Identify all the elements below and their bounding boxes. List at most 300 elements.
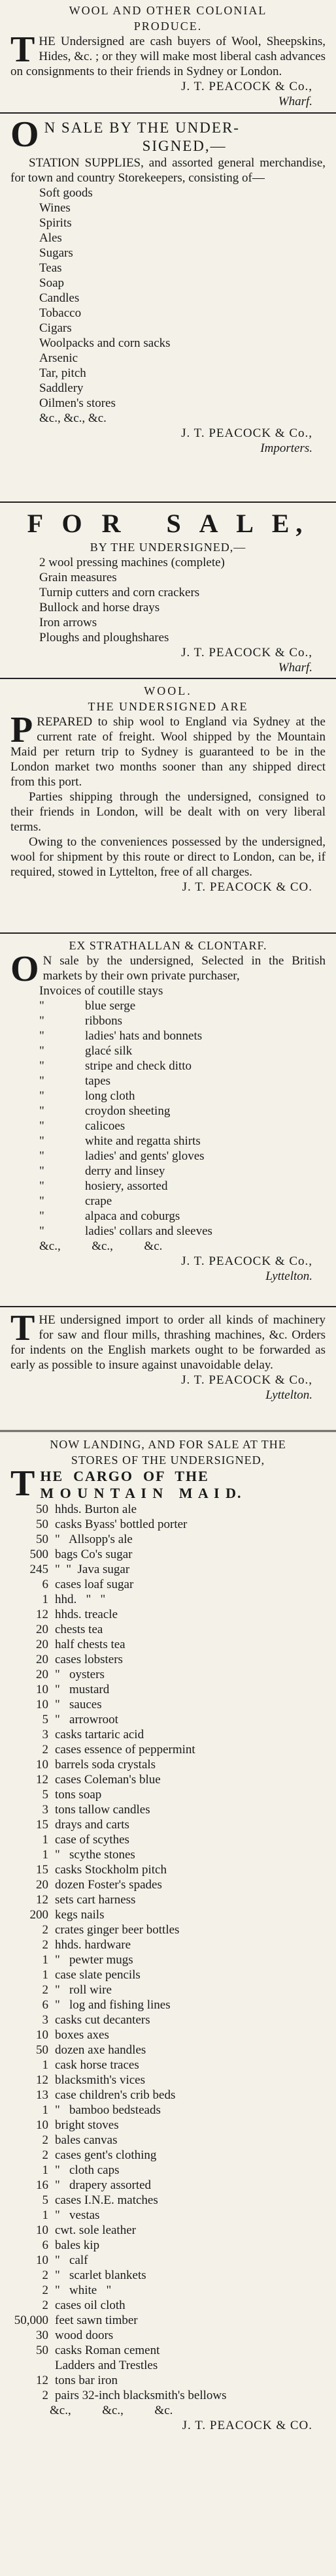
cargo-quantity: 12 (36, 1773, 48, 1787)
cargo-row (10, 2268, 326, 2283)
divider (0, 678, 336, 679)
cargo-row (10, 2373, 326, 2388)
cargo-description: " arrowroot (55, 1713, 118, 1726)
cargo-row (10, 1937, 326, 1952)
cargo-quantity: 50 (36, 1518, 48, 1531)
list-item: Bullock and horse drays (39, 601, 160, 614)
cargo-quantity: 50 (36, 2043, 48, 2057)
ditto-mark: " (39, 1029, 44, 1043)
cargo-row (10, 1787, 326, 1802)
cargo-description: feet sawn timber (55, 2314, 138, 2327)
cargo-quantity: 20 (36, 1638, 48, 1651)
cargo-row (10, 1862, 326, 1877)
cargo-row (10, 1757, 326, 1772)
list-item (39, 1013, 326, 1028)
cargo-row (10, 1622, 326, 1637)
cargo-row (10, 2163, 326, 2178)
cargo-quantity: 10 (36, 2118, 48, 2132)
cargo-description: cases loaf sugar (55, 1578, 134, 1591)
item-text: glacé silk (85, 1044, 133, 1058)
ad-etc: &c., &c., &c. (50, 2404, 173, 2417)
ad-subheading: THE UNDERSIGNED ARE (88, 700, 248, 713)
cargo-description: " white " (55, 2283, 112, 2297)
cargo-description: drays and carts (55, 1818, 129, 1832)
list-item (39, 1028, 326, 1043)
ad-intro: STATION SUPPLIES, and assorted general merchandise, for town and country Storekeepers, consisting of— (10, 156, 326, 185)
list-item: Arsenic (39, 351, 78, 365)
cargo-description: cases oil cloth (55, 2298, 126, 2312)
cargo-row (10, 1967, 326, 1982)
cargo-row (10, 2027, 326, 2043)
cargo-row (10, 1547, 326, 1562)
cargo-row (10, 2208, 326, 2223)
ad-signature: J. T. PEACOCK & Co., (181, 646, 312, 660)
cargo-row (10, 1817, 326, 1832)
cargo-description: casks Roman cement (55, 2344, 160, 2357)
cargo-description: tons soap (55, 1788, 102, 1802)
ditto-mark: " (39, 1074, 44, 1088)
ditto-mark: " (39, 1134, 44, 1148)
cargo-quantity: 30 (36, 2329, 48, 2342)
cargo-row (10, 1502, 326, 1517)
list-item (39, 1104, 326, 1119)
cargo-quantity: 1 (42, 2058, 48, 2072)
cargo-quantity: 12 (36, 2374, 48, 2387)
divider (0, 932, 336, 934)
ad-body-text: HE undersigned import to order all kinds of machinery for saw and flour mills, thrashing machines, &c. Orders for indents on the English markets ought to be forwarded as early as possible to insure against unavoidable delay. (10, 1313, 326, 1372)
divider (0, 1306, 336, 1307)
ad-body (10, 29, 326, 79)
list-item: &c., &c., &c. (39, 411, 107, 425)
cargo-quantity: 15 (36, 1863, 48, 1877)
item-text: ladies' hats and bonnets (85, 1029, 203, 1043)
list-item: Turnip cutters and corn crackers (39, 586, 200, 599)
ad-heading (10, 114, 326, 155)
cargo-description: " calf (55, 2253, 88, 2267)
item-text: hosiery, assorted (85, 1179, 168, 1193)
cargo-description: " scarlet blankets (55, 2268, 146, 2282)
cargo-quantity: 6 (42, 1578, 48, 1591)
cargo-quantity: 3 (42, 1728, 48, 1741)
drop-cap: O (10, 114, 41, 155)
cargo-quantity: 50 (36, 1533, 48, 1546)
cargo-quantity: 2 (42, 2148, 48, 2162)
ditto-mark: " (39, 1164, 44, 1178)
ad-body-paragraph: Owing to the conveniences possessed by the undersigned, wool for shipment by this route or direct to London, can be, if required, stowed in Lyttelton, free of all charges. (10, 835, 326, 879)
item-text: white and regatta shirts (85, 1134, 201, 1148)
cargo-row (10, 2223, 326, 2238)
cargo-quantity: 16 (36, 2178, 48, 2192)
cargo-description: tons bar iron (55, 2374, 118, 2387)
cargo-row (10, 1982, 326, 1997)
cargo-description: wood doors (55, 2329, 114, 2342)
cargo-description: hhds. treacle (55, 1608, 118, 1621)
ad-heading: NOW LANDING, AND FOR SALE AT THE (50, 1438, 286, 1451)
list-item: Spirits (39, 216, 72, 230)
cargo-row (10, 2238, 326, 2253)
cargo-row (10, 2178, 326, 2193)
cargo-row (10, 1772, 326, 1787)
ad-subheading: PRODUCE. (133, 20, 203, 33)
item-text: ladies' and gents' gloves (85, 1149, 205, 1163)
cargo-description: " " Java sugar (55, 1563, 130, 1576)
cargo-row (10, 2148, 326, 2163)
drop-cap: T (10, 1308, 35, 1348)
cargo-row (10, 1637, 326, 1652)
cargo-description: casks Stockholm pitch (55, 1863, 167, 1877)
item-text: crape (85, 1194, 112, 1208)
item-text: tapes (85, 1074, 111, 1088)
ditto-mark: " (39, 1059, 44, 1073)
cargo-description: " oysters (55, 1668, 105, 1681)
cargo-row (10, 2253, 326, 2268)
item-text: blue serge (85, 999, 136, 1013)
cargo-row (10, 2118, 326, 2133)
cargo-quantity: 1 (42, 2163, 48, 2177)
ad-heading: EX STRATHALLAN & CLONTARF. (69, 939, 267, 952)
cargo-quantity: 1 (42, 1833, 48, 1847)
cargo-quantity: 10 (36, 1758, 48, 1772)
cargo-description: kegs nails (55, 1908, 105, 1922)
cargo-description: bags Co's sugar (55, 1548, 133, 1561)
cargo-quantity: 2 (42, 1938, 48, 1952)
cargo-description: cases essence of peppermint (55, 1743, 195, 1757)
cargo-description: " vestas (55, 2208, 100, 2222)
cargo-quantity: 5 (42, 1713, 48, 1726)
cargo-row (10, 1577, 326, 1592)
cargo-title-line2: M O U N T A I N M A I D. (40, 1485, 243, 1501)
list-item (39, 1209, 326, 1224)
cargo-description: casks tartaric acid (55, 1728, 144, 1741)
ditto-mark: " (39, 1179, 44, 1193)
ad-place: Lyttelton. (265, 1388, 312, 1402)
list-item: Invoices of coutille stays (39, 984, 163, 998)
cargo-row (10, 2088, 326, 2103)
cargo-row (10, 1562, 326, 1577)
cargo-list (10, 1502, 326, 2403)
cargo-description: half chests tea (55, 1638, 126, 1651)
list-item: Oilmen's stores (39, 396, 116, 410)
list-item (39, 1164, 326, 1179)
cargo-row (10, 1697, 326, 1712)
cargo-description: tons tallow candles (55, 1803, 150, 1817)
item-text: croydon sheeting (85, 1104, 171, 1118)
cargo-quantity: 245 (29, 1563, 48, 1576)
item-list (10, 555, 326, 645)
cargo-row (10, 1667, 326, 1682)
cargo-quantity: 20 (36, 1668, 48, 1681)
cargo-description: " roll wire (55, 1983, 112, 1997)
cargo-quantity: 13 (36, 2088, 48, 2102)
ad-heading-line2: SIGNED,— (142, 138, 227, 154)
ditto-mark: " (39, 1224, 44, 1238)
cargo-description: bales canvas (55, 2133, 118, 2147)
ad-place: Wharf. (278, 661, 312, 675)
ditto-mark: " (39, 1149, 44, 1163)
ad-signature: J. T. PEACOCK & Co., (181, 80, 312, 93)
ad-heading-line1: N SALE BY THE UNDER- (44, 119, 240, 136)
cargo-quantity: 2 (42, 2298, 48, 2312)
cargo-row (10, 2298, 326, 2313)
item-text: derry and linsey (85, 1164, 165, 1178)
list-item (39, 1058, 326, 1073)
list-item: Ales (39, 231, 62, 245)
cargo-quantity: 2 (42, 1923, 48, 1937)
drop-cap: T (10, 1463, 37, 1504)
list-item (39, 998, 326, 1013)
cargo-quantity: 1 (42, 1848, 48, 1862)
item-text: long cloth (85, 1089, 135, 1103)
ad-body (10, 710, 326, 789)
cargo-row (10, 1742, 326, 1757)
divider (0, 501, 336, 503)
ad-body-text: N sale by the undersigned, Selected in the British markets by their own private purchaser, (42, 954, 326, 983)
item-list (10, 185, 326, 426)
divider (0, 1430, 336, 1434)
cargo-description: hhds. Burton ale (55, 1503, 137, 1516)
ad-body (10, 949, 326, 989)
list-item: Woolpacks and corn sacks (39, 336, 171, 350)
cargo-row (10, 1517, 326, 1532)
cargo-description: case children's crib beds (55, 2088, 176, 2102)
cargo-quantity: 50 (36, 2344, 48, 2357)
ad-heading: WOOL. (144, 684, 192, 697)
cargo-description: bales kip (55, 2238, 100, 2252)
cargo-row (10, 2133, 326, 2148)
cargo-row (10, 1607, 326, 1622)
ad-etc: &c., &c., &c. (39, 1239, 163, 1253)
cargo-row (10, 2328, 326, 2343)
cargo-description: hhds. hardware (55, 1938, 131, 1952)
cargo-quantity: 2 (42, 1983, 48, 1997)
cargo-row (10, 2103, 326, 2118)
cargo-row (10, 1907, 326, 1922)
cargo-quantity: 200 (29, 1908, 48, 1922)
list-item (39, 1149, 326, 1164)
cargo-description: cwt. sole leather (55, 2223, 136, 2237)
cargo-description: boxes axes (55, 2028, 109, 2042)
ad-place: Wharf. (278, 95, 312, 108)
cargo-quantity: 6 (42, 1998, 48, 2012)
ad-heading: F O R S A L E, (27, 509, 309, 538)
list-item (39, 1119, 326, 1134)
ad-on-sale (0, 114, 336, 456)
cargo-row (10, 1712, 326, 1727)
ditto-mark: " (39, 1119, 44, 1133)
ditto-mark: " (39, 1044, 44, 1058)
cargo-quantity: 1 (42, 1953, 48, 1967)
cargo-row (10, 1922, 326, 1937)
cargo-row (10, 1832, 326, 1847)
cargo-quantity: 6 (42, 2238, 48, 2252)
drop-cap: T (10, 29, 35, 70)
ad-place: Importers. (260, 441, 312, 455)
cargo-description: barrels soda crystals (55, 1758, 156, 1772)
item-text: ladies' collars and sleeves (85, 1224, 212, 1238)
cargo-description: " bamboo bedsteads (55, 2103, 161, 2117)
cargo-quantity: 1 (42, 2208, 48, 2222)
list-item: Soap (39, 276, 64, 290)
cargo-quantity: 12 (36, 2073, 48, 2087)
cargo-quantity: 10 (36, 1683, 48, 1696)
list-item: Candles (39, 291, 80, 305)
list-item: Teas (39, 261, 62, 275)
cargo-row (10, 1997, 326, 2012)
cargo-quantity: 10 (36, 2223, 48, 2237)
list-item: Iron arrows (39, 616, 97, 629)
ad-place: Lyttelton. (265, 1269, 312, 1283)
cargo-row (10, 1592, 326, 1607)
ad-heading: WOOL AND OTHER COLONIAL (69, 4, 267, 17)
ad-signature: J. T. PEACOCK & Co., (181, 1373, 312, 1387)
ad-body (10, 1308, 326, 1373)
cargo-quantity: 12 (36, 1893, 48, 1907)
cargo-title (10, 1463, 326, 1504)
cargo-description: dozen axe handles (55, 2043, 146, 2057)
cargo-description: crates ginger beer bottles (55, 1923, 180, 1937)
item-text: calicoes (85, 1119, 126, 1133)
cargo-quantity: 15 (36, 1818, 48, 1832)
cargo-row (10, 1802, 326, 1817)
cargo-row (10, 2058, 326, 2073)
cargo-quantity: 5 (42, 2193, 48, 2207)
ad-strathallan (0, 938, 336, 1284)
ad-for-sale (0, 508, 336, 675)
ad-signature: J. T. PEACOCK & Co., (181, 426, 312, 440)
ad-signature: J. T. PEACOCK & Co., (181, 1254, 312, 1268)
cargo-description: " log and fishing lines (55, 1998, 171, 2012)
cargo-description: case slate pencils (55, 1968, 141, 1982)
list-item (39, 1179, 326, 1194)
cargo-quantity: 1 (42, 2103, 48, 2117)
list-item (39, 1073, 326, 1089)
cargo-quantity: 500 (29, 1548, 48, 1561)
ad-machinery (0, 1308, 336, 1403)
list-item: Sugars (39, 246, 73, 260)
cargo-description: cases I.N.E. matches (55, 2193, 158, 2207)
cargo-quantity: 2 (42, 2133, 48, 2147)
cargo-quantity: 5 (42, 1788, 48, 1802)
list-item (39, 1089, 326, 1104)
cargo-description: chests tea (55, 1623, 103, 1636)
list-item: Cigars (39, 321, 72, 335)
cargo-description: casks Byass' bottled porter (55, 1518, 188, 1531)
cargo-quantity: 2 (42, 2389, 48, 2402)
ad-mountain-maid-cargo (0, 1437, 336, 2433)
cargo-quantity: 2 (42, 2283, 48, 2297)
ad-body-paragraph: Parties shipping through the undersigned, consigned to their friends in London, will be dealt with on very liberal terms. (10, 790, 326, 834)
cargo-description: sets cart harness (55, 1893, 136, 1907)
cargo-description: pairs 32-inch blacksmith's bellows (55, 2389, 227, 2402)
ad-signature: J. T. PEACOCK & CO. (182, 2419, 312, 2432)
cargo-row (10, 2388, 326, 2403)
cargo-row (10, 1682, 326, 1697)
cargo-quantity: 10 (36, 2028, 48, 2042)
ad-body-text: HE Undersigned are cash buyers of Wool, Sheepskins, Hides, &c. ; or they will make most liberal cash advances on consignments to their friends in Sydney or London. (10, 35, 326, 78)
ditto-mark: " (39, 999, 44, 1013)
list-item: Soft goods (39, 186, 93, 200)
cargo-quantity: 3 (42, 1803, 48, 1817)
cargo-row (10, 1877, 326, 1892)
cargo-description: Ladders and Trestles (55, 2359, 158, 2372)
cargo-description: cases lobsters (55, 1653, 123, 1666)
cargo-description: blacksmith's vices (55, 2073, 145, 2087)
list-item (39, 1043, 326, 1058)
item-text: ribbons (85, 1014, 122, 1028)
cargo-description: hhd. " " (55, 1593, 106, 1606)
ditto-mark: " (39, 1104, 44, 1118)
cargo-quantity: 20 (36, 1623, 48, 1636)
item-text: alpaca and coburgs (85, 1209, 180, 1223)
cargo-row (10, 2313, 326, 2328)
list-item: Tobacco (39, 306, 82, 320)
ditto-mark: " (39, 1194, 44, 1208)
cargo-quantity: 20 (36, 1653, 48, 1666)
cargo-row (10, 2043, 326, 2058)
ditto-mark: " (39, 1209, 44, 1223)
cargo-quantity: 1 (42, 1968, 48, 1982)
cargo-description: " sauces (55, 1698, 102, 1711)
drop-cap: P (10, 710, 33, 750)
ad-wool-shipping (0, 683, 336, 895)
cargo-description: cases Coleman's blue (55, 1773, 161, 1787)
cargo-description: case of scythes (55, 1833, 129, 1847)
cargo-description: casks cut decanters (55, 2013, 150, 2027)
item-text: stripe and check ditto (85, 1059, 192, 1073)
ad-heading: STORES OF THE UNDERSIGNED, (71, 1454, 265, 1467)
cargo-description: " pewter mugs (55, 1953, 133, 1967)
ad-wool-produce (0, 3, 336, 109)
cargo-description: " scythe stones (55, 1848, 135, 1862)
cargo-description: bright stoves (55, 2118, 119, 2132)
cargo-quantity: 3 (42, 2013, 48, 2027)
ad-signature: J. T. PEACOCK & CO. (182, 880, 312, 894)
ad-body-text: REPARED to ship wool to England via Sydney at the current rate of freight. Wool shipped by the Mountain Maid per return trip to Sydney is guaranteed to be in the London market two months sooner than any shipped direct from this port. (10, 715, 326, 789)
list-item: Ploughs and ploughshares (39, 631, 169, 644)
list-item: Wines (39, 201, 71, 215)
cargo-quantity: 50 (36, 1503, 48, 1516)
cargo-description: " cloth caps (55, 2163, 120, 2177)
cargo-description: " Allsopp's ale (55, 1533, 133, 1546)
ditto-mark: " (39, 1014, 44, 1028)
cargo-quantity: 12 (36, 1608, 48, 1621)
cargo-quantity: 10 (36, 2253, 48, 2267)
ditto-mark: " (39, 1089, 44, 1103)
cargo-row (10, 2343, 326, 2358)
divider (0, 112, 336, 114)
cargo-quantity: 1 (42, 1593, 48, 1606)
ad-subheading: BY THE UNDERSIGNED,— (90, 541, 246, 554)
list-item: Tar, pitch (39, 366, 86, 380)
cargo-description: " mustard (55, 1683, 110, 1696)
cargo-description: cask horse traces (55, 2058, 139, 2072)
cargo-quantity: 20 (36, 1878, 48, 1892)
list-item (39, 1224, 326, 1239)
cargo-row (10, 1892, 326, 1907)
cargo-description: " drapery assorted (55, 2178, 152, 2192)
list-item (39, 1194, 326, 1209)
cargo-description: cases gent's clothing (55, 2148, 157, 2162)
cargo-row (10, 1847, 326, 1862)
list-item (39, 1134, 326, 1149)
cargo-row (10, 2073, 326, 2088)
cargo-quantity: 50,000 (14, 2314, 48, 2327)
drop-cap: O (10, 949, 39, 989)
cargo-quantity: 10 (36, 1698, 48, 1711)
cargo-description: dozen Foster's spades (55, 1878, 162, 1892)
cargo-row (10, 2283, 326, 2298)
cargo-title-line1: HE CARGO OF THE (40, 1468, 209, 1484)
